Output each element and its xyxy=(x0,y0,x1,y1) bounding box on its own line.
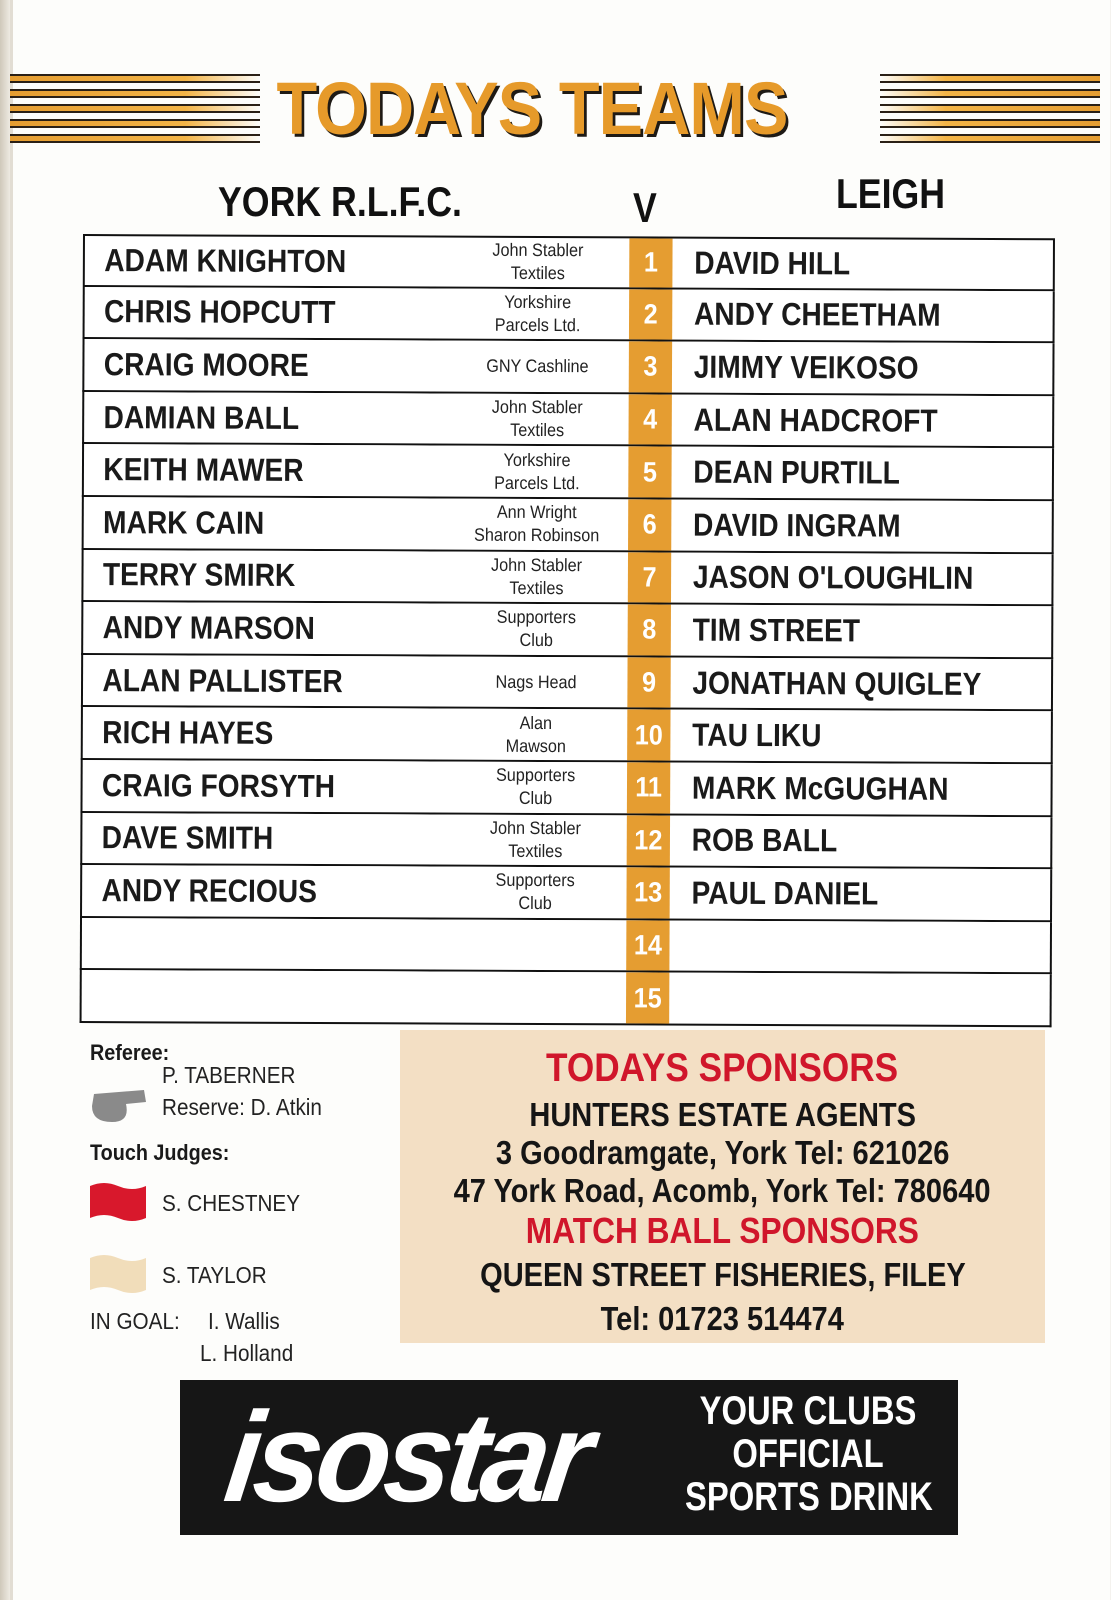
player-sponsor xyxy=(460,945,609,946)
shirt-number: 14 xyxy=(626,920,669,971)
in-goal-2: L. Holland xyxy=(200,1340,294,1366)
away-player-name: JIMMY VEIKOSO xyxy=(693,348,919,386)
team-row xyxy=(83,234,1055,291)
player-sponsor: Yorkshire Parcels Ltd. xyxy=(494,291,581,336)
player-sponsor: Ann Wright Sharon Robinson xyxy=(474,502,600,546)
sponsor-line-3: 47 York Road, Acomb, York Tel: 780640 xyxy=(454,1172,991,1209)
shirt-number: 5 xyxy=(628,447,671,498)
player-sponsor: Supporters Club xyxy=(495,765,576,809)
player-sponsor: John Stabler Textiles xyxy=(491,554,583,598)
team-row xyxy=(81,655,1053,712)
home-team-heading: YORK R.L.F.C. xyxy=(218,178,462,225)
isostar-banner xyxy=(180,1380,958,1535)
in-goal-1: I. Wallis xyxy=(208,1308,280,1334)
shirt-number: 15 xyxy=(626,973,669,1024)
shirt-number: 1 xyxy=(629,238,672,287)
touch-judge-1: S. CHESTNEY xyxy=(162,1190,301,1216)
home-player-name: DAVE SMITH xyxy=(101,819,274,857)
away-player-name: MARK McGUGHAN xyxy=(691,769,949,807)
shirt-number: 6 xyxy=(628,499,671,550)
in-goal-label: IN GOAL: xyxy=(90,1308,180,1334)
away-player-name: PAUL DANIEL xyxy=(691,874,879,912)
banner-tagline xyxy=(658,1390,958,1519)
sponsors-box xyxy=(400,1030,1045,1343)
player-sponsor: Supporters Club xyxy=(496,607,577,651)
team-row xyxy=(82,497,1054,554)
team-row xyxy=(82,339,1054,396)
team-row xyxy=(80,865,1052,922)
home-player-name: ADAM KNIGHTON xyxy=(104,241,347,279)
tagline-line-1: YOUR CLUBS xyxy=(699,1389,917,1433)
sponsor-line-5: Tel: 01723 514474 xyxy=(600,1300,845,1337)
home-player-name: ALAN PALLISTER xyxy=(102,661,343,699)
tagline-line-3: SPORTS DRINK xyxy=(685,1475,933,1519)
isostar-logo: isostar xyxy=(217,1386,596,1529)
player-sponsor: John Stabler Textiles xyxy=(491,396,583,441)
home-player-name: DAMIAN BALL xyxy=(103,398,300,436)
shirt-number: 11 xyxy=(627,762,670,813)
versus-heading: V xyxy=(633,184,657,231)
away-player-name xyxy=(672,998,1005,999)
away-player-name: ANDY CHEETHAM xyxy=(693,296,941,334)
whistle-icon xyxy=(86,1084,154,1126)
team-row xyxy=(80,970,1052,1027)
away-player-name: DAVID HILL xyxy=(694,244,851,282)
shirt-number: 13 xyxy=(626,868,669,919)
player-sponsor: John Stabler Textiles xyxy=(489,817,581,861)
team-row xyxy=(82,444,1054,501)
home-player-name: KEITH MAWER xyxy=(103,451,304,489)
home-player-name: CRAIG MOORE xyxy=(103,346,309,383)
shirt-number: 2 xyxy=(629,289,672,340)
team-row xyxy=(83,287,1055,344)
home-player-name: RICH HAYES xyxy=(102,714,274,751)
page-title: TODAYS TEAMS xyxy=(276,67,788,150)
shirt-number: 9 xyxy=(627,657,670,708)
away-player-name: TAU LIKU xyxy=(692,716,822,754)
away-player-name: ROB BALL xyxy=(691,821,838,859)
sponsors-title: TODAYS SPONSORS xyxy=(546,1046,899,1090)
shirt-number: 12 xyxy=(627,815,670,866)
team-row xyxy=(80,760,1052,817)
tagline-line-2: OFFICIAL xyxy=(732,1432,884,1476)
sponsor-line-4: QUEEN STREET FISHERIES, FILEY xyxy=(479,1256,966,1293)
home-player-name: CRAIG FORSYTH xyxy=(101,766,336,804)
team-row xyxy=(81,707,1053,764)
shirt-number: 3 xyxy=(629,342,672,393)
sponsor-line-2: 3 Goodramgate, York Tel: 621026 xyxy=(495,1134,950,1171)
referee-name: P. TABERNER xyxy=(162,1062,296,1088)
home-player-name: TERRY SMIRK xyxy=(102,556,296,594)
away-player-name: JONATHAN QUIGLEY xyxy=(692,664,982,702)
team-row xyxy=(80,918,1052,975)
team-row xyxy=(82,392,1054,449)
away-player-name: ALAN HADCROFT xyxy=(693,401,938,439)
player-sponsor: Nags Head xyxy=(495,671,577,692)
player-sponsor: Yorkshire Parcels Ltd. xyxy=(494,449,580,493)
red-flag-icon xyxy=(88,1180,150,1226)
home-player-name: MARK CAIN xyxy=(103,503,265,541)
away-player-name: JASON O'LOUGHLIN xyxy=(692,559,974,597)
player-sponsor: GNY Cashline xyxy=(486,355,589,377)
away-player-name xyxy=(672,946,1005,947)
team-row xyxy=(81,602,1053,659)
shirt-number: 8 xyxy=(628,605,671,656)
team-row xyxy=(80,813,1052,870)
touch-judge-2: S. TAYLOR xyxy=(162,1262,267,1288)
shirt-number: 7 xyxy=(628,552,671,603)
team-row xyxy=(81,550,1053,607)
cream-flag-icon xyxy=(88,1252,150,1298)
away-team-heading: LEIGH xyxy=(836,170,946,217)
away-player-name: TIM STREET xyxy=(692,611,861,649)
match-ball-title: MATCH BALL SPONSORS xyxy=(525,1210,920,1251)
player-sponsor: John Stabler Textiles xyxy=(492,240,584,284)
away-player-name: DAVID INGRAM xyxy=(693,506,901,544)
sponsor-line-1: HUNTERS ESTATE AGENTS xyxy=(529,1096,916,1133)
away-player-name: DEAN PURTILL xyxy=(693,453,900,491)
shirt-number: 4 xyxy=(628,394,671,445)
touch-judges-label: Touch Judges: xyxy=(90,1140,230,1165)
player-sponsor: Supporters Club xyxy=(495,870,575,914)
home-player-name: ANDY RECIOUS xyxy=(101,872,317,909)
header-stripes-left xyxy=(10,74,260,152)
home-player-name xyxy=(82,943,408,944)
shirt-number: 10 xyxy=(627,710,670,761)
home-player-name: ANDY MARSON xyxy=(102,609,315,646)
referee-reserve: Reserve: D. Atkin xyxy=(162,1094,322,1120)
player-sponsor xyxy=(460,997,609,998)
team-sheet-table xyxy=(80,234,1055,1028)
player-sponsor: Alan Mawson xyxy=(505,712,566,756)
referee-label: Referee: xyxy=(90,1040,170,1065)
home-player-name: CHRIS HOPCUTT xyxy=(103,293,336,331)
header-stripes-right xyxy=(880,74,1100,152)
home-player-name xyxy=(82,996,408,997)
page-spine xyxy=(0,0,10,1600)
